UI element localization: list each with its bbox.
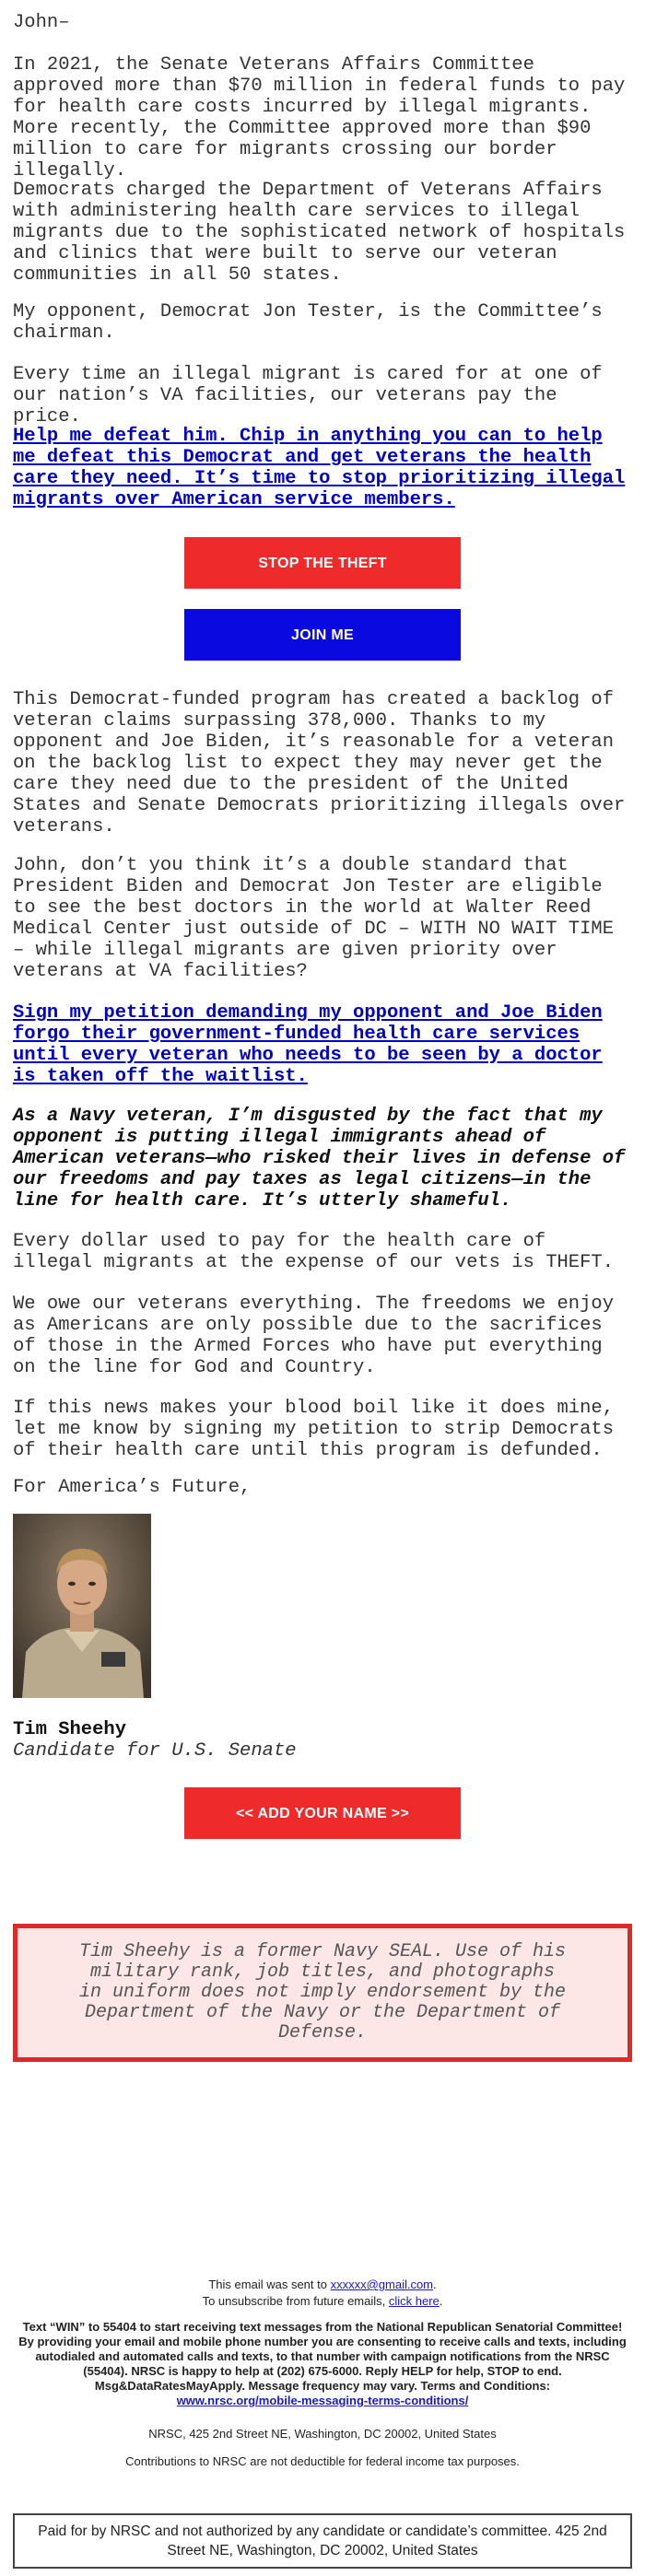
sent-to-suffix: . (433, 2277, 437, 2291)
paragraph-backlog: This Democrat-funded program has created a backlog of veteran claims surpassing 378,000. Thanks to my opponent and Joe Biden, it’s reasonable for a veteran on the backlog list to expect they may never get the care they need due to the president of the United States and Senate Democrats prioritizing illegals over veterans. (13, 689, 626, 837)
petition-link[interactable]: Sign my petition demanding my opponent and Joe Biden forgo their government-funded health care services until every veteran who needs to be seen by a doctor is taken off the waitlist. (13, 1002, 603, 1087)
donate-link[interactable]: Help me defeat him. Chip in anything you can to help me defeat this Democrat and get veterans the health care they need. It’s time to stop prioritizing illegal migrants over American service members. (13, 426, 626, 510)
disclaimer-box (13, 1924, 632, 2062)
signature-name: Tim Sheehy (13, 1719, 127, 1740)
signature-title: Candidate for U.S. Senate (13, 1740, 297, 1762)
paragraph-funding: In 2021, the Senate Veterans Affairs Committee approved more than $70 million in federal funds to pay for health care costs incurred by illegal migrants. More recently, the Committee approved more than $90 million to care for migrants crossing our border illegally. (13, 54, 626, 181)
paragraph-theft: Every dollar used to pay for the health care of illegal migrants at the expense of our vets is THEFT. (13, 1231, 615, 1273)
unsubscribe-link[interactable]: click here (388, 2294, 440, 2308)
sent-to-prefix: This email was sent to (208, 2277, 331, 2291)
paragraph-owe-veterans: We owe our veterans everything. The freedoms we enjoy as Americans are only possible due to the sacrifices of those in the Armed Forces who have put everything on the line for God and Country. (13, 1294, 615, 1378)
sent-to-line (0, 2277, 645, 2292)
terms-link[interactable]: www.nrsc.org/mobile-messaging-terms-conditions/ (176, 2394, 469, 2407)
paid-for-text: Paid for by NRSC and not authorized by any candidate or candidate’s committee. 425 2nd Street NE, Washington, DC 20002, United States (38, 2523, 607, 2558)
unsubscribe-prefix: To unsubscribe from future emails, (202, 2294, 389, 2308)
add-your-name-button[interactable]: << ADD YOUR NAME >> (184, 1787, 461, 1839)
disclaimer-text: Tim Sheehy is a former Navy SEAL. Use of his military rank, job titles, and photographs in uniform does not imply endorsement by the Department of the Navy or the Department of Defense. (78, 1941, 567, 2043)
paid-for-box (13, 2513, 632, 2569)
paragraph-veterans-pay: Every time an illegal migrant is cared for at one of our nation’s VA facilities, our veterans pay the price. (13, 364, 603, 427)
paragraph-navy-veteran: As a Navy veteran, I’m disgusted by the fact that my opponent is putting illegal immigrants ahead of American veterans—who risked their lives in defense of our freedoms and pay taxes as legal citizens—in the line for health care. It’s utterly shameful. (13, 1106, 626, 1212)
sms-consent-text: Text “WIN” to 55404 to start receiving text messages from the National Republican Senatorial Committee! By providing your email and mobile phone number you are consenting to receive calls and texts, including autodialed and automated calls and texts, to that number with campaign notifications from the NRSC (55404). NRSC is happy to help at (202) 675-6000. Reply HELP for help, STOP to end. Msg&DataRatesMayApply. Message frequency may vary. Terms and Conditions: (18, 2320, 627, 2393)
paragraph-opponent: My opponent, Democrat Jon Tester, is the Committee’s chairman. (13, 301, 603, 344)
paragraph-blood-boil: If this news makes your blood boil like it does mine, let me know by signing my petition to strip Democrats of their health care until this program is defunded. (13, 1398, 615, 1461)
join-me-button[interactable]: JOIN ME (184, 609, 461, 661)
stop-the-theft-button[interactable]: STOP THE THEFT (184, 537, 461, 589)
address-line: NRSC, 425 2nd Street NE, Washington, DC 20002, United States (148, 2427, 497, 2441)
deductible-line: Contributions to NRSC are not deductible for federal income tax purposes. (125, 2454, 520, 2468)
candidate-photo (13, 1514, 151, 1698)
closing: For America’s Future, (13, 1477, 252, 1498)
greeting: John– (13, 12, 70, 33)
unsubscribe-line (0, 2294, 645, 2309)
portrait-illustration (13, 1514, 151, 1698)
sms-legal-text (0, 2320, 645, 2408)
paragraph-double-standard: John, don’t you think it’s a double standard that President Biden and Democrat Jon Tester are eligible to see the best doctors in the world at Walter Reed Medical Center just outside of DC – WITH NO WAIT TIME – while illegal migrants are given priority over veterans at VA facilities? (13, 855, 615, 982)
unsubscribe-suffix: . (439, 2294, 443, 2308)
recipient-email-link[interactable]: xxxxxx@gmail.com (330, 2277, 434, 2291)
paragraph-democrats-charged: Democrats charged the Department of Veterans Affairs with administering health care services to illegal migrants due to the sophisticated network of hospitals and clinics that were built to serve our veteran communities in all 50 states. (13, 180, 626, 286)
